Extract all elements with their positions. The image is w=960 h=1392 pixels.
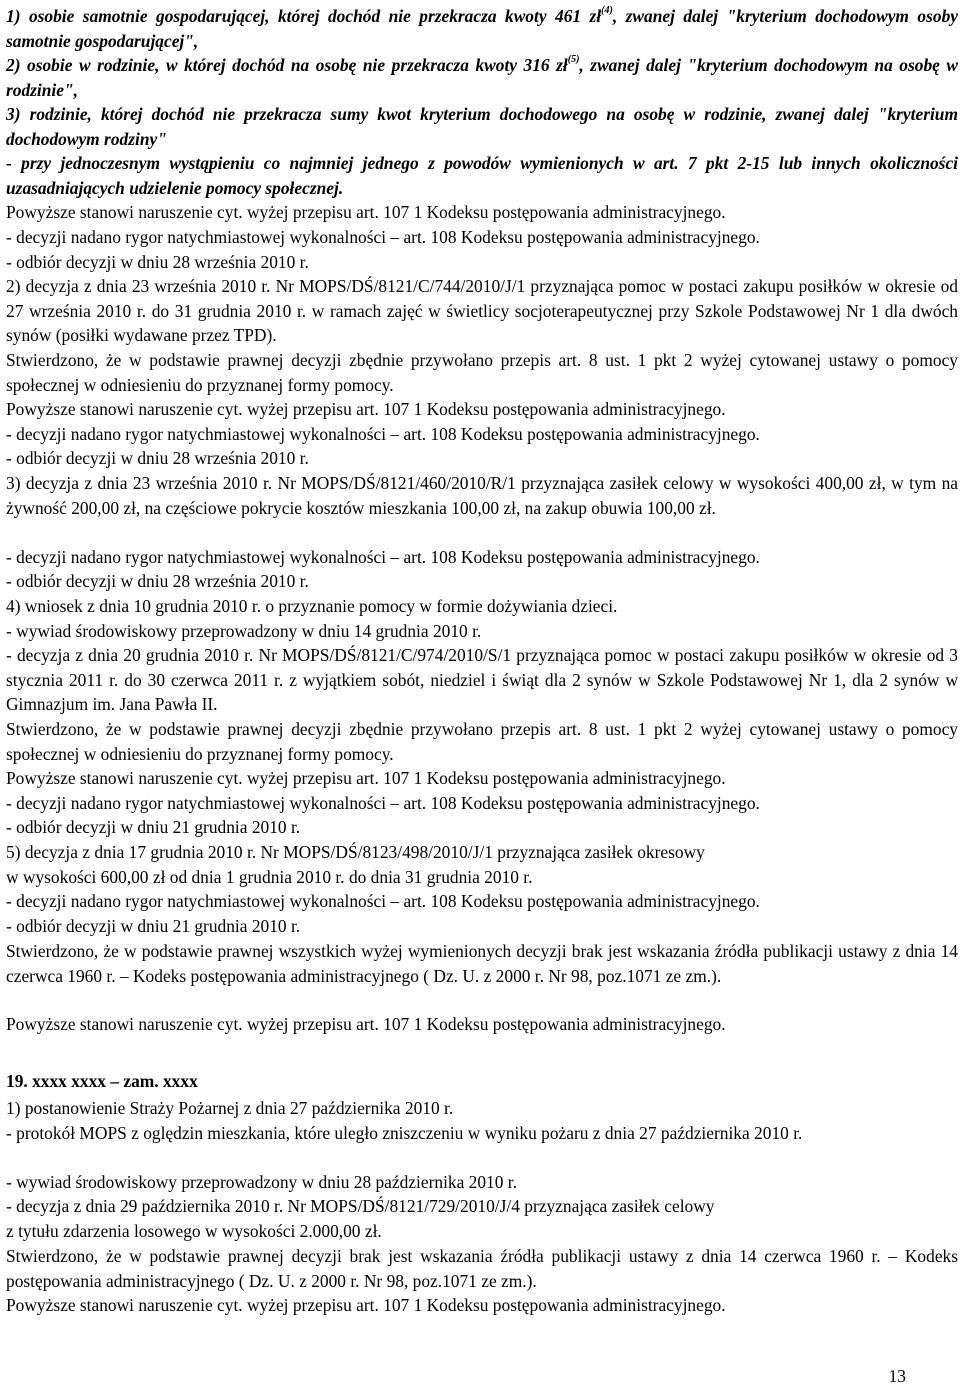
enforcement-line: - decyzji nadano rygor natychmiastowej wykonalności – art. 108 Kodeksu postępowania administracyjnego. bbox=[6, 547, 760, 567]
decision-4-finding: Stwierdzono, że w podstawie prawnej decyzji zbędnie przywołano przepis art. 8 ust. 1 pkt 2 wyżej cytowanej ustawy o pomocy społecznej w odniesieniu do przyznanej formy pomocy. bbox=[6, 719, 958, 764]
enforcement-line: - decyzji nadano rygor natychmiastowej wykonalności – art. 108 Kodeksu postępowania administracyjnego. bbox=[6, 227, 760, 247]
violation-line: Powyższe stanowi naruszenie cyt. wyżej przepisu art. 107 1 Kodeksu postępowania administracyjnego. bbox=[6, 1014, 726, 1034]
decision-19: - decyzja z dnia 29 października 2010 r. Nr MOPS/DŚ/8121/729/2010/J/4 przyznająca zasiłek celowy bbox=[6, 1196, 715, 1216]
enforcement-line: - decyzji nadano rygor natychmiastowej wykonalności – art. 108 Kodeksu postępowania administracyjnego. bbox=[6, 891, 760, 911]
criterion-3: 3) rodzinie, której dochód nie przekracza sumy kwot kryterium dochodowego na osobę w rodzinie, zwanej dalej "kryterium dochodowym rodziny" bbox=[6, 104, 958, 149]
decision-3: 3) decyzja z dnia 23 września 2010 r. Nr MOPS/DŚ/8121/460/2010/R/1 przyznająca zasiłek celowy w wysokości 400,00 zł, w tym na żywność 200,00 zł, na częściowe pokrycie kosztów mieszkania 100,00 zł, na zakup obuwia 100,00 zł. bbox=[6, 473, 958, 518]
decision-4: - decyzja z dnia 20 grudnia 2010 r. Nr MOPS/DŚ/8121/C/974/2010/S/1 przyznająca pomoc w postaci zakupu posiłków w okresie od 3 stycznia 2011 r. do 30 czerwca 2011 r. z wyjątkiem sobót, niedziel i świąt dla 2 synów w Szkole Podstawowej Nr 1, dla 2 synów w Gimnazjum im. Jana Pawła II. bbox=[6, 645, 958, 715]
criterion-1: 1) osobie samotnie gospodarującej, której dochód nie przekracza kwoty 461 $zł^{(4)}$, zwanej dalej "kryterium dochodowym osoby samotnie gospodarującej", bbox=[6, 5, 958, 51]
enforcement-line: - decyzji nadano rygor natychmiastowej wykonalności – art. 108 Kodeksu postępowania administracyjnego. bbox=[6, 424, 760, 444]
decision-5-finding: Stwierdzono, że w podstawie prawnej wszystkich wyżej wymienionych decyzji brak jest wskazania źródła publikacji ustawy z dnia 14 czerwca 1960 r. – Kodeks postępowania administracyjnego ( Dz. U. z 2000 r. Nr 98, poz.1071 ze zm.). bbox=[6, 941, 958, 986]
receipt-line: - odbiór decyzji w dniu 28 września 2010 r. bbox=[6, 252, 309, 272]
decision-19-finding: Stwierdzono, że w podstawie prawnej decyzji brak jest wskazania źródła publikacji ustawy z dnia 14 czerwca 1960 r. – Kodeks postępowania administracyjnego ( Dz. U. z 2000 r. Nr 98, poz.1071 ze zm.). bbox=[6, 1246, 958, 1291]
criterion-note: - przy jednoczesnym wystąpieniu co najmniej jednego z powodów wymienionych w art. 7 pkt 2-15 lub innych okoliczności uzasadniających udzielenie pomocy społecznej. bbox=[6, 153, 958, 198]
receipt-line: - odbiór decyzji w dniu 21 grudnia 2010 r. bbox=[6, 817, 301, 837]
section-heading: 19. xxxx xxxx – zam. xxxx bbox=[6, 1071, 198, 1091]
receipt-line: - odbiór decyzji w dniu 21 grudnia 2010 r. bbox=[6, 916, 301, 936]
fire-decision-line: 1) postanowienie Straży Pożarnej z dnia 27 października 2010 r. bbox=[6, 1098, 454, 1118]
enforcement-line: - decyzji nadano rygor natychmiastowej wykonalności – art. 108 Kodeksu postępowania administracyjnego. bbox=[6, 793, 760, 813]
criterion-2: 2) osobie w rodzinie, w której dochód na osobę nie przekracza kwoty 316 $zł^{(5)}$, zwanej dalej "kryterium dochodowym na osobę w rodzinie", bbox=[6, 54, 958, 100]
page-number: 13 bbox=[888, 1366, 906, 1386]
violation-line: Powyższe stanowi naruszenie cyt. wyżej przepisu art. 107 1 Kodeksu postępowania administracyjnego. bbox=[6, 1295, 726, 1315]
decision-2-finding: Stwierdzono, że w podstawie prawnej decyzji zbędnie przywołano przepis art. 8 ust. 1 pkt 2 wyżej cytowanej ustawy o pomocy społecznej w odniesieniu do przyznanej formy pomocy. bbox=[6, 350, 958, 395]
violation-line: Powyższe stanowi naruszenie cyt. wyżej przepisu art. 107 1 Kodeksu postępowania administracyjnego. bbox=[6, 202, 726, 222]
decision-2: 2) decyzja z dnia 23 września 2010 r. Nr MOPS/DŚ/8121/C/744/2010/J/1 przyznająca pomoc w postaci zakupu posiłków w okresie od 27 września 2010 r. do 31 grudnia 2010 r. w ramach zajęć w świetlicy socjoterapeutycznej przy Szkole Podstawowej Nr 1 dla dwóch synów (posiłki wydawane przez TPD). bbox=[6, 276, 958, 346]
interview-line: - wywiad środowiskowy przeprowadzony w dniu 28 października 2010 r. bbox=[6, 1172, 517, 1192]
violation-line: Powyższe stanowi naruszenie cyt. wyżej przepisu art. 107 1 Kodeksu postępowania administracyjnego. bbox=[6, 399, 726, 419]
protocol-line: - protokół MOPS z oględzin mieszkania, które uległo zniszczeniu w wyniku pożaru z dnia 27 października 2010 r. bbox=[6, 1123, 803, 1143]
request-line: 4) wniosek z dnia 10 grudnia 2010 r. o przyznanie pomocy w formie dożywiania dzieci. bbox=[6, 596, 618, 616]
interview-line: - wywiad środowiskowy przeprowadzony w dniu 14 grudnia 2010 r. bbox=[6, 621, 482, 641]
violation-line: Powyższe stanowi naruszenie cyt. wyżej przepisu art. 107 1 Kodeksu postępowania administracyjnego. bbox=[6, 768, 726, 788]
receipt-line: - odbiór decyzji w dniu 28 września 2010 r. bbox=[6, 448, 309, 468]
decision-5: 5) decyzja z dnia 17 grudnia 2010 r. Nr MOPS/DŚ/8123/498/2010/J/1 przyznająca zasiłek okresowy bbox=[6, 842, 705, 862]
receipt-line: - odbiór decyzji w dniu 28 września 2010 r. bbox=[6, 571, 309, 591]
decision-19-amount: z tytułu zdarzenia losowego w wysokości 2.000,00 zł. bbox=[6, 1221, 382, 1241]
decision-5-amount: w wysokości 600,00 zł od dnia 1 grudnia 2010 r. do dnia 31 grudnia 2010 r. bbox=[6, 867, 533, 887]
